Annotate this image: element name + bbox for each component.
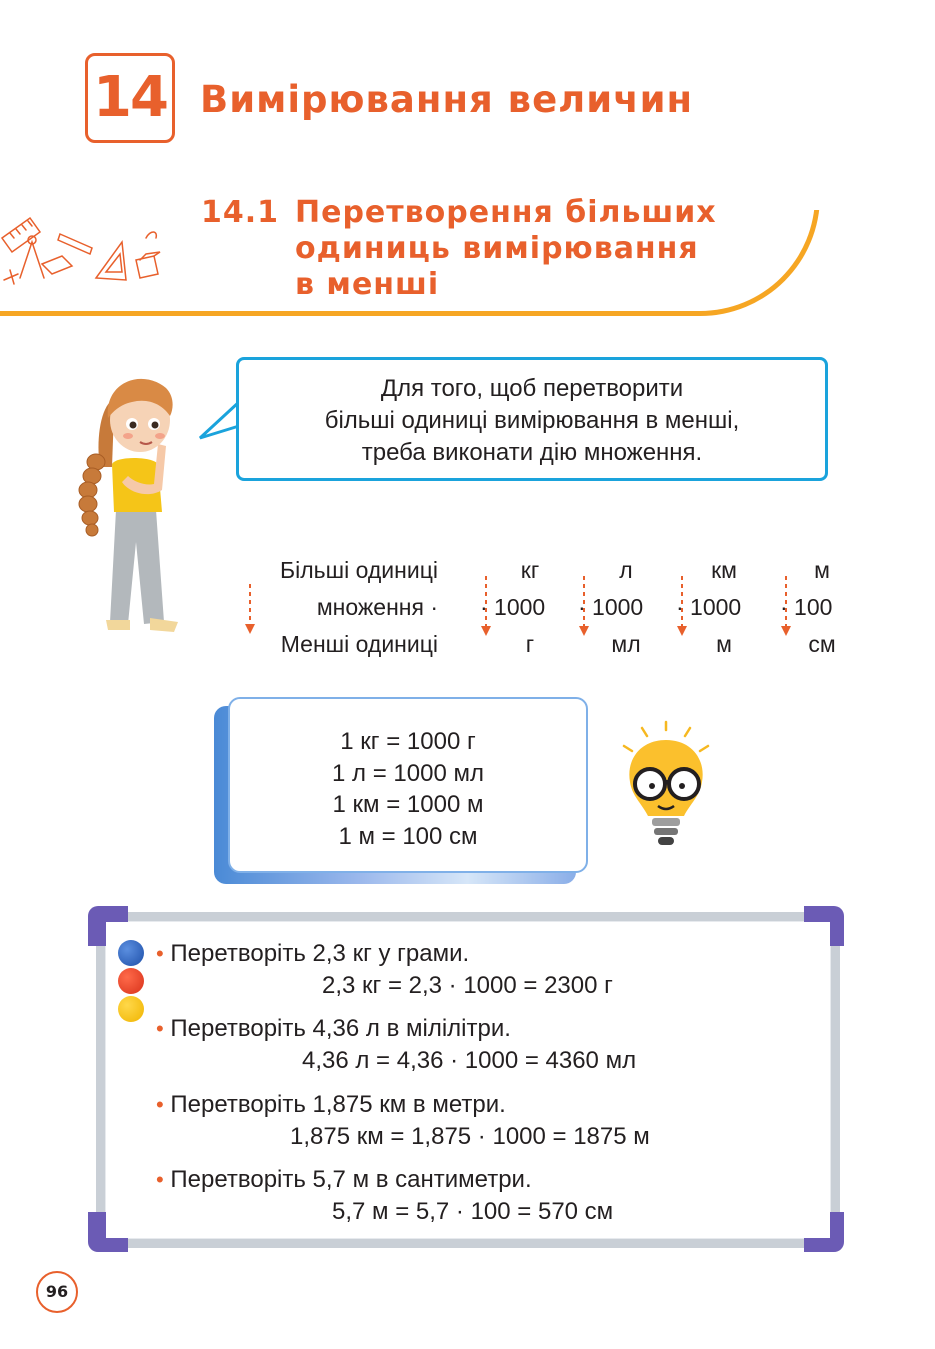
factor: · 1000 [676,594,742,620]
example-task [156,1166,532,1194]
speech-line: більші одиниці вимірювання в менші, [324,407,740,434]
big-unit: л [619,557,633,583]
small-unit: г [525,631,535,657]
small-unit: мл [611,631,641,657]
arrows-layer [240,570,860,640]
section-title-line: Перетворення більших [295,195,717,230]
factor: · 1000 [480,594,546,620]
light-bulb-icon [612,718,722,854]
bullet-icon: • [156,1167,164,1192]
factor: · 1000 [578,594,644,620]
example-solution: 5,7 м = 5,7 · 100 = 570 см [332,1198,614,1225]
chapter-number: 14 [85,53,175,143]
label-smaller-units: Менші одиниці [280,631,438,657]
section-number: 14.1 [201,195,280,230]
page-number: 96 [36,1271,78,1313]
school-tools-icon [0,208,170,288]
small-unit: см [808,631,836,657]
chapter-title: Вимірювання величин [200,78,694,121]
factor: · 100 [780,594,833,620]
speech-line: Для того, щоб перетворити [380,375,684,402]
section-title-line: в менші [295,267,440,302]
formula-line: 1 м = 100 см [338,822,478,850]
formula-box [228,697,588,873]
example-solution: 1,875 км = 1,875 · 1000 = 1875 м [290,1123,650,1150]
blue-magnet-icon [118,940,144,966]
yellow-magnet-icon [118,996,144,1022]
example-solution: 2,3 кг = 2,3 · 1000 = 2300 г [322,972,613,999]
big-unit: кг [520,557,540,583]
small-unit: м [716,631,732,657]
speech-bubble [236,357,828,481]
formula-line: 1 км = 1000 м [332,791,484,818]
speech-line: треба виконати дію множення. [361,439,703,466]
example-task [156,940,469,968]
example-task-text: Перетворіть 5,7 м в сантиметри. [170,1166,532,1193]
example-task-text: Перетворіть 2,3 кг у грами. [170,940,470,967]
section-title [295,195,717,303]
bullet-icon: • [156,941,164,966]
formula-line: 1 л = 1000 мл [332,759,484,787]
big-unit: м [814,557,830,583]
example-task-text: Перетворіть 4,36 л в мілілітри. [170,1015,511,1042]
label-multiply: множення · [316,594,438,620]
bullet-icon: • [156,1092,164,1117]
formula-line: 1 кг = 1000 г [340,728,476,755]
red-magnet-icon [118,968,144,994]
example-solution: 4,36 л = 4,36 · 1000 = 4360 мл [302,1047,637,1074]
label-bigger-units: Більші одиниці [280,557,438,583]
bullet-icon: • [156,1016,164,1041]
big-unit: км [711,557,737,583]
section-title-line: одиниць вимірювання [295,231,699,266]
example-task-text: Перетворіть 1,875 км в метри. [170,1091,506,1118]
example-task [156,1091,506,1119]
example-task [156,1015,511,1043]
